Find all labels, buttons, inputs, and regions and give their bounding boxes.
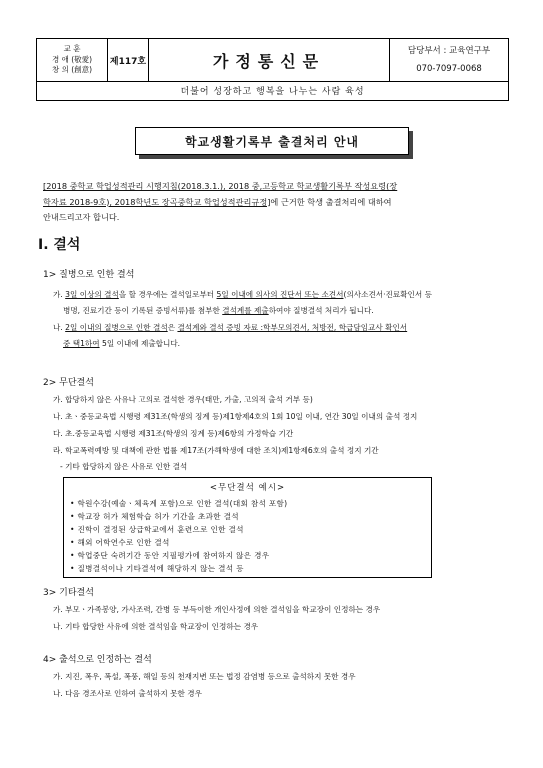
item-prefix: 가. (53, 290, 63, 299)
item-text: 은 (167, 323, 176, 332)
sub-list-item: - 기타 합당하지 않은 사유로 인한 결석 (60, 462, 188, 471)
subsection-heading: 4> 출석으로 인정하는 결석 (43, 655, 152, 665)
list-item (53, 287, 511, 318)
section-heading: Ⅰ. 결석 (38, 237, 81, 253)
item-text: 하여야 질병결석 처리가 됩니다. (268, 305, 374, 315)
list-item: 나. 초ㆍ중등교육법 시행령 제31조(학생의 징계 등)제1항제4호의 1회 10일 이내, 연간 30일 이내의 출석 정지 (53, 412, 418, 421)
intro-paragraph (43, 179, 509, 226)
example-item: • 질병결석이나 기타결석에 해당하지 않는 결석 등 (70, 564, 244, 573)
subsection-heading: 3> 기타결석 (43, 588, 94, 598)
item-text: 병명, 진료기간 등이 기록된 증빙서류)를 첨부한 (63, 305, 220, 315)
example-item: • 학업중단 숙려기간 동안 지필평가에 참여하지 않은 경우 (70, 551, 270, 560)
motto-line: 경 애 (敬愛) (51, 54, 93, 64)
emphasis-text: 결석계와 결석 증빙 자료 :학부모의견서, 처방전, 학급담임교사 확인서 (177, 323, 408, 332)
document-title: 학교생활기록부 출결처리 안내 (135, 127, 409, 155)
intro-text: 에 근거한 학생 출결처리에 대하여 (270, 196, 392, 207)
item-text: (의사소견서·진료확인서 등 (343, 290, 432, 299)
example-item: • 진학이 결정된 상급학교에서 훈련으로 인한 결석 (70, 525, 244, 534)
example-item: • 해외 어학연수로 인한 결석 (70, 538, 170, 547)
example-item: • 학교장 허가 체험학습 허가 기간을 초과한 결석 (70, 512, 239, 521)
department: 담당부서 : 교육연구부 (407, 46, 491, 56)
list-item: 나. 기타 합당한 사유에 의한 결석임을 학교장이 인정하는 경우 (53, 622, 259, 631)
regulation-reference: 학자료 2018-9호), 2018학년도 장곡중학교 학업성적관리규정] (43, 196, 271, 207)
emphasis-text: 2일 이내의 질병으로 인한 결석 (65, 323, 168, 332)
emphasis-text: 3일 이상의 결석 (65, 290, 119, 299)
list-item: 다. 초.중등교육법 시행령 제31조(학생의 징계 등)제6항의 가정학습 기간 (53, 429, 294, 438)
examples-title: <무단결석 예시> (209, 483, 286, 493)
newsletter-header (36, 38, 509, 82)
emphasis-text: 중 택1하여 (63, 338, 100, 348)
list-item: 가. 부모ㆍ가족봉양, 가사조력, 간병 등 부득이한 개인사정에 의한 결석임을 학교장이 인정하는 경우 (53, 605, 381, 614)
contact-info (390, 39, 508, 81)
school-slogan: 더불어 성장하고 행복을 나누는 사람 육성 (36, 81, 509, 101)
examples-box (63, 477, 432, 578)
phone-number: 070-7097-0068 (416, 64, 482, 74)
example-item: • 학원수강(예술ㆍ체육계 포함)으로 인한 결석(대회 참석 포함) (70, 499, 288, 508)
school-motto (37, 39, 108, 81)
subsection-heading: 1> 질병으로 인한 결석 (43, 270, 135, 280)
subsection-heading: 2> 무단결석 (43, 378, 94, 388)
item-text: 을 할 경우에는 결석일로부터 (118, 290, 215, 299)
item-prefix: 나. (53, 323, 63, 332)
issue-number: 제117호 (108, 39, 149, 81)
regulation-reference: [2018 중학교 학업성적관리 시행지침(2018.3.1.), 2018 중,고등학교 학교생활기록부 작성요령(장 (43, 181, 398, 191)
emphasis-text: 결석계를 제출 (222, 305, 269, 315)
item-text: 5일 이내에 제출합니다. (99, 338, 181, 348)
list-item: 라. 학교폭력예방 및 대책에 관한 법률 제17조(가해학생에 대한 조치)제1항제6호의 출석 정지 기간 (53, 446, 379, 455)
motto-line: 창 의 (創意) (51, 65, 93, 75)
list-item (53, 320, 511, 351)
emphasis-text: 5일 이내에 의사의 진단서 또는 소견서 (216, 290, 344, 299)
list-item: 가. 지진, 폭우, 폭설, 폭풍, 해일 등의 천재지변 또는 법정 감염병 등으로 출석하지 못한 경우 (53, 672, 356, 681)
list-item: 나. 다음 경조사로 인하여 출석하지 못한 경우 (53, 689, 202, 698)
intro-text: 안내드리고자 합니다. (43, 212, 120, 222)
list-item: 가. 합당하지 않은 사유나 고의로 결석한 경우(태만, 가출, 고의적 출석 거부 등) (53, 395, 313, 404)
newsletter-title: 가정통신문 (149, 39, 390, 81)
motto-line: 교 훈 (63, 44, 81, 54)
